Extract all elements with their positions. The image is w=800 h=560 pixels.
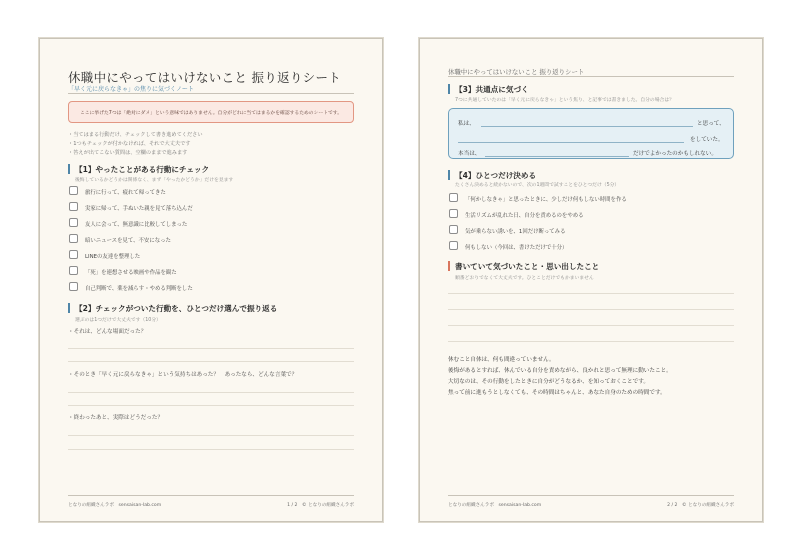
checklist-item: 友人に会って、無意識に比較してしまった [85,222,188,228]
box-line-suffix: をしていた。 [690,137,724,143]
checklist-item: 実家に帰って、手ぬいた親を見て落ち込んだ [85,206,193,212]
instruction-line: ・答えが出てこない質問は、空欄のままで進みます [68,150,188,156]
checkbox[interactable] [69,250,78,259]
choice-item: 気が乗らない誘いを、1回だけ断ってみる [465,229,566,235]
section-3-note: 7つに共通していたのは「早く元に戻らなきゃ」という焦り、と記事では書きました。自分の場合は？ [455,98,674,103]
closing-line: 大切なのは、その行動をしたときに自分がどうなるか、を知っておくことです。 [448,379,649,385]
section-4-note: たくさん決めると続かないので、次の1週間で試すことをひとつだけ（5分） [455,183,620,188]
section-marker [448,84,450,94]
box-line-prefix: 本当は、 [458,151,481,157]
checklist-item: 暗いニュースを見て、不安になった [85,238,171,244]
section-5-note: 順番どおりでなくて大丈夫です。ひとことだけでもかまいません [455,276,594,281]
closing-line: 後悔があるとすれば、休んでいる自分を責めながら、良かれと思って無理に動いたこと。 [448,368,672,374]
footer-left: となりの組織さんラボ sensaisan-lab.com [448,503,542,508]
checklist-item: LINEの友達を整理した [85,254,141,260]
answer-line[interactable] [68,449,354,450]
fill-in-blank[interactable] [458,142,684,143]
checklist-item: 「死」を連想させる映画や作品を観た [85,270,177,276]
checkbox[interactable] [69,282,78,291]
checkbox[interactable] [449,241,458,250]
checkbox[interactable] [69,202,78,211]
fill-in-blank[interactable] [485,156,629,157]
notes-line[interactable] [448,325,734,326]
choice-item: 生活リズムが乱れた日、自分を責めるのをやめる [465,213,584,219]
footer-divider [448,495,734,496]
section-marker [448,170,450,180]
choice-item: 何もしない（今回は、書けただけで十分） [465,245,568,251]
checklist-item: 自己判断で、薬を減らす・やめる判断をした [85,286,193,292]
page-title: 休職中にやってはいけないこと 振り返りシート [68,70,342,85]
instruction-line: ・当てはまる行動だけ、チェックして書き進めてください [68,132,203,138]
question: ・そのとき「早く元に戻らなきゃ」という気持ちはあった？ あったなら、どんな言葉で？ [68,372,298,378]
footer-right: 1 / 2 © となりの組織さんラボ [287,503,354,508]
closing-line: 焦って前に進もうとしなくても、その時間はちゃんと、あなた自身のための時間です。 [448,390,666,396]
notes-line[interactable] [448,341,734,342]
section-1-note: 後悔しているかどうかは関係なく、まず「やったかどうか」だけを見ます [75,178,234,183]
closing-line: 休むこと自体は、何も間違っていません。 [448,357,555,363]
answer-line[interactable] [68,361,354,362]
section-3-title: 【3】共通点に気づく [455,85,529,94]
reflection-box [448,108,734,159]
warning-text: ここに挙げた7つは「絶対にダメ」という意味ではありません。自分がどれに当てはまるかを確認するためのシートです。 [80,111,342,116]
section-marker [448,261,450,271]
checkbox[interactable] [69,266,78,275]
choice-item: 「何かしなきゃ」と思ったときに、少しだけ何もしない時間を作る [465,197,627,203]
checklist-item: 旅行に行って、疲れて帰ってきた [85,190,166,196]
header-divider [448,76,734,77]
footer-right: 2 / 2 © となりの組織さんラボ [667,503,734,508]
box-line-suffix: だけでよかったのかもしれない。 [633,151,717,157]
section-2-title: 【2】チェックがついた行動を、ひとつだけ選んで振り返る [75,304,278,313]
footer-divider [68,495,354,496]
warning-box [68,101,354,123]
section-2-note: 選ぶのは1つだけで大丈夫です（10分） [75,318,161,323]
question: ・終わったあと、実際はどうだった？ [68,415,164,421]
box-line-prefix: 私は、 [458,121,475,127]
checkbox[interactable] [69,234,78,243]
section-5-title: 書いていて気づいたこと・思い出したこと [455,262,600,271]
answer-line[interactable] [68,348,354,349]
page-subtitle: 「早く元に戻らなきゃ」の焦りに気づくノート [68,86,194,93]
section-marker [68,164,70,174]
section-marker [68,303,70,313]
checkbox[interactable] [449,209,458,218]
worksheet-page-1 [39,38,383,522]
section-1-title: 【1】やったことがある行動にチェック [75,165,210,174]
section-4-title: 【4】ひとつだけ決める [455,171,537,180]
notes-line[interactable] [448,293,734,294]
page-header: 休職中にやってはいけないこと 振り返りシート [448,68,585,76]
answer-line[interactable] [68,405,354,406]
checkbox[interactable] [449,225,458,234]
answer-line[interactable] [68,392,354,393]
checkbox[interactable] [449,193,458,202]
answer-line[interactable] [68,435,354,436]
notes-line[interactable] [448,309,734,310]
checkbox[interactable] [69,218,78,227]
question: ・それは、どんな場面だった？ [68,329,147,335]
fill-in-blank[interactable] [481,126,693,127]
box-line-suffix: と思って、 [697,121,725,127]
title-divider [68,93,354,94]
instruction-line: ・1つもチェックが付かなければ、それで大丈夫です [68,141,191,147]
worksheet-page-2 [419,38,763,522]
checkbox[interactable] [69,186,78,195]
footer-left: となりの組織さんラボ sensaisan-lab.com [68,503,162,508]
